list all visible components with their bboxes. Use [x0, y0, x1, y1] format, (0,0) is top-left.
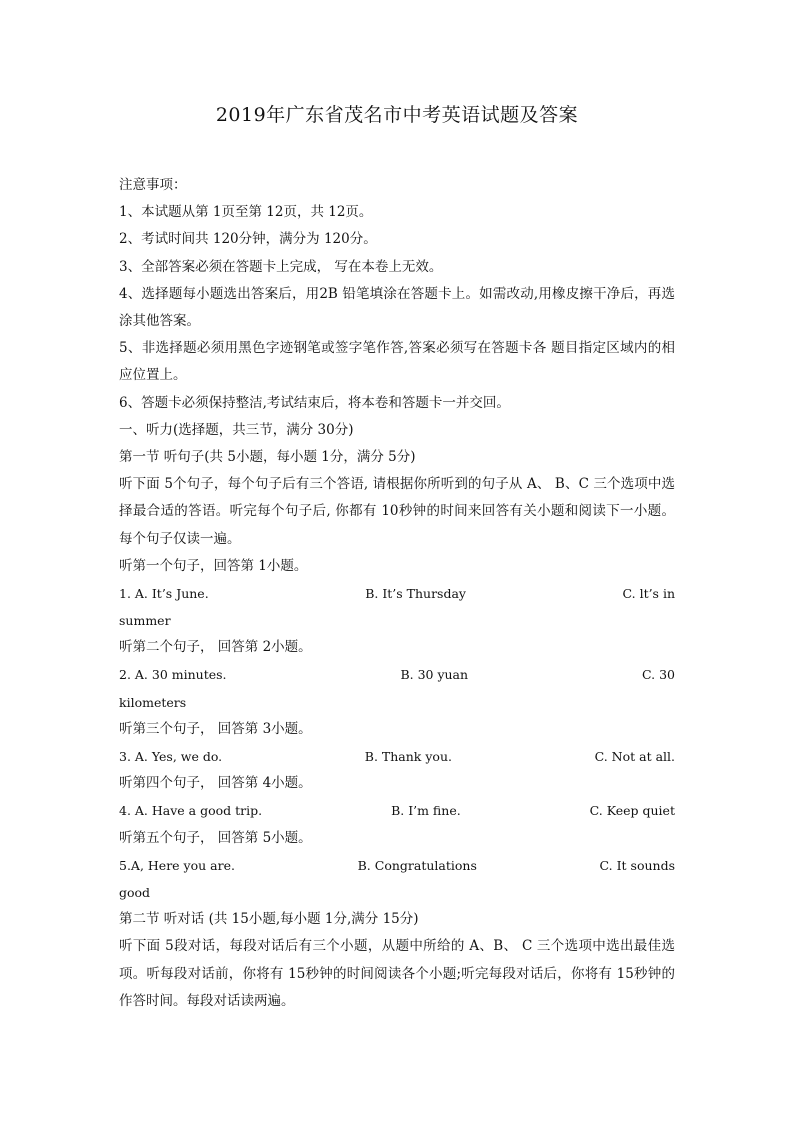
question-prompt: 听第二个句子， 回答第 2小题。: [119, 639, 312, 656]
question-options: [119, 743, 675, 770]
option-c: C. It sounds: [599, 857, 675, 873]
option-a: 1. A. It’s June.: [119, 585, 209, 601]
option-c: C. Keep quiet: [589, 803, 675, 819]
notice-header: 注意事项：: [119, 177, 187, 193]
option-a: 5.A, Here you are.: [119, 857, 235, 873]
document-body: [119, 172, 675, 1015]
option-c: C. lt’s in: [622, 585, 675, 601]
question-options: [119, 797, 675, 824]
notice-item: 2、考试时间共 120分钟，满分为 120分。: [119, 231, 377, 248]
notice-item: 5、非选择题必须用黑色字迹钢笔或签字笔作答,答案必须写在答题卡各 题目指定区域内的相应位置上。: [119, 340, 675, 384]
option-b: B. 30 yuan: [400, 667, 469, 683]
notice-item: 4、选择题每小题选出答案后，用2B 铅笔填涂在答题卡上。如需改动,用橡皮擦干净后，再选涂其他答案。: [119, 285, 675, 329]
option-c: C. 30: [642, 667, 675, 683]
option-b: B. It’s Thursday: [365, 585, 466, 601]
question-options: [119, 580, 675, 607]
question-options: [119, 852, 675, 879]
part1-title: 一、听力(选择题，共三节，满分 30分): [119, 421, 354, 438]
question-options: [119, 661, 675, 688]
option-b: B. I’m fine.: [391, 803, 461, 819]
option-a: 2. A. 30 minutes.: [119, 667, 227, 683]
option-overflow: kilometers: [119, 694, 187, 710]
option-a: 3. A. Yes, we do.: [119, 749, 223, 765]
option-overflow: good: [119, 884, 151, 900]
section2-title: 第二节 听对话 (共 15小题,每小题 1分,满分 15分): [119, 911, 419, 928]
document-title: 2019年广东省茂名市中考英语试题及答案: [215, 104, 579, 126]
option-c: C. Not at all.: [594, 749, 675, 765]
section1-title: 第一节 听句子(共 5小题，每小题 1分，满分 5分): [119, 448, 416, 465]
option-overflow: summer: [119, 613, 171, 629]
notice-item: 6、答题卡必须保持整洁,考试结束后，将本卷和答题卡一并交回。: [119, 394, 510, 411]
question-prompt: 听第三个句子， 回答第 3小题。: [119, 720, 312, 737]
notice-item: 3、全部答案必须在答题卡上完成， 写在本卷上无效。: [119, 258, 443, 275]
option-b: B. Congratulations: [357, 857, 477, 873]
option-b: B. Thank you.: [364, 749, 452, 765]
notice-item: 1、本试题从第 1页至第 12页，共 12页。: [119, 204, 373, 221]
option-a: 4. A. Have a good trip.: [119, 803, 263, 819]
section2-instructions: 听下面 5段对话，每段对话后有三个小题，从题中所给的 A、B、 C 三个选项中选出最佳选项。听每段对话前，你将有 15秒钟的时间阅读各个小题;听完每段对话后，你将有 15秒钟的作答时间。每段对话读两遍。: [119, 938, 675, 1009]
question-prompt: 听第四个句子， 回答第 4小题。: [119, 775, 312, 792]
question-prompt: 听第五个句子， 回答第 5小题。: [119, 829, 312, 846]
section1-instructions: 听下面 5个句子，每个句子后有三个答语, 请根据你所听到的句子从 A、 B、C 三个选项中选择最合适的答语。听完每个句子后, 你都有 10秒钟的时间来回答有关小题和阅读下一小题。 每个句子仅读一遍。: [119, 476, 675, 547]
question-prompt: 听第一个句子，回答第 1小题。: [119, 557, 308, 574]
